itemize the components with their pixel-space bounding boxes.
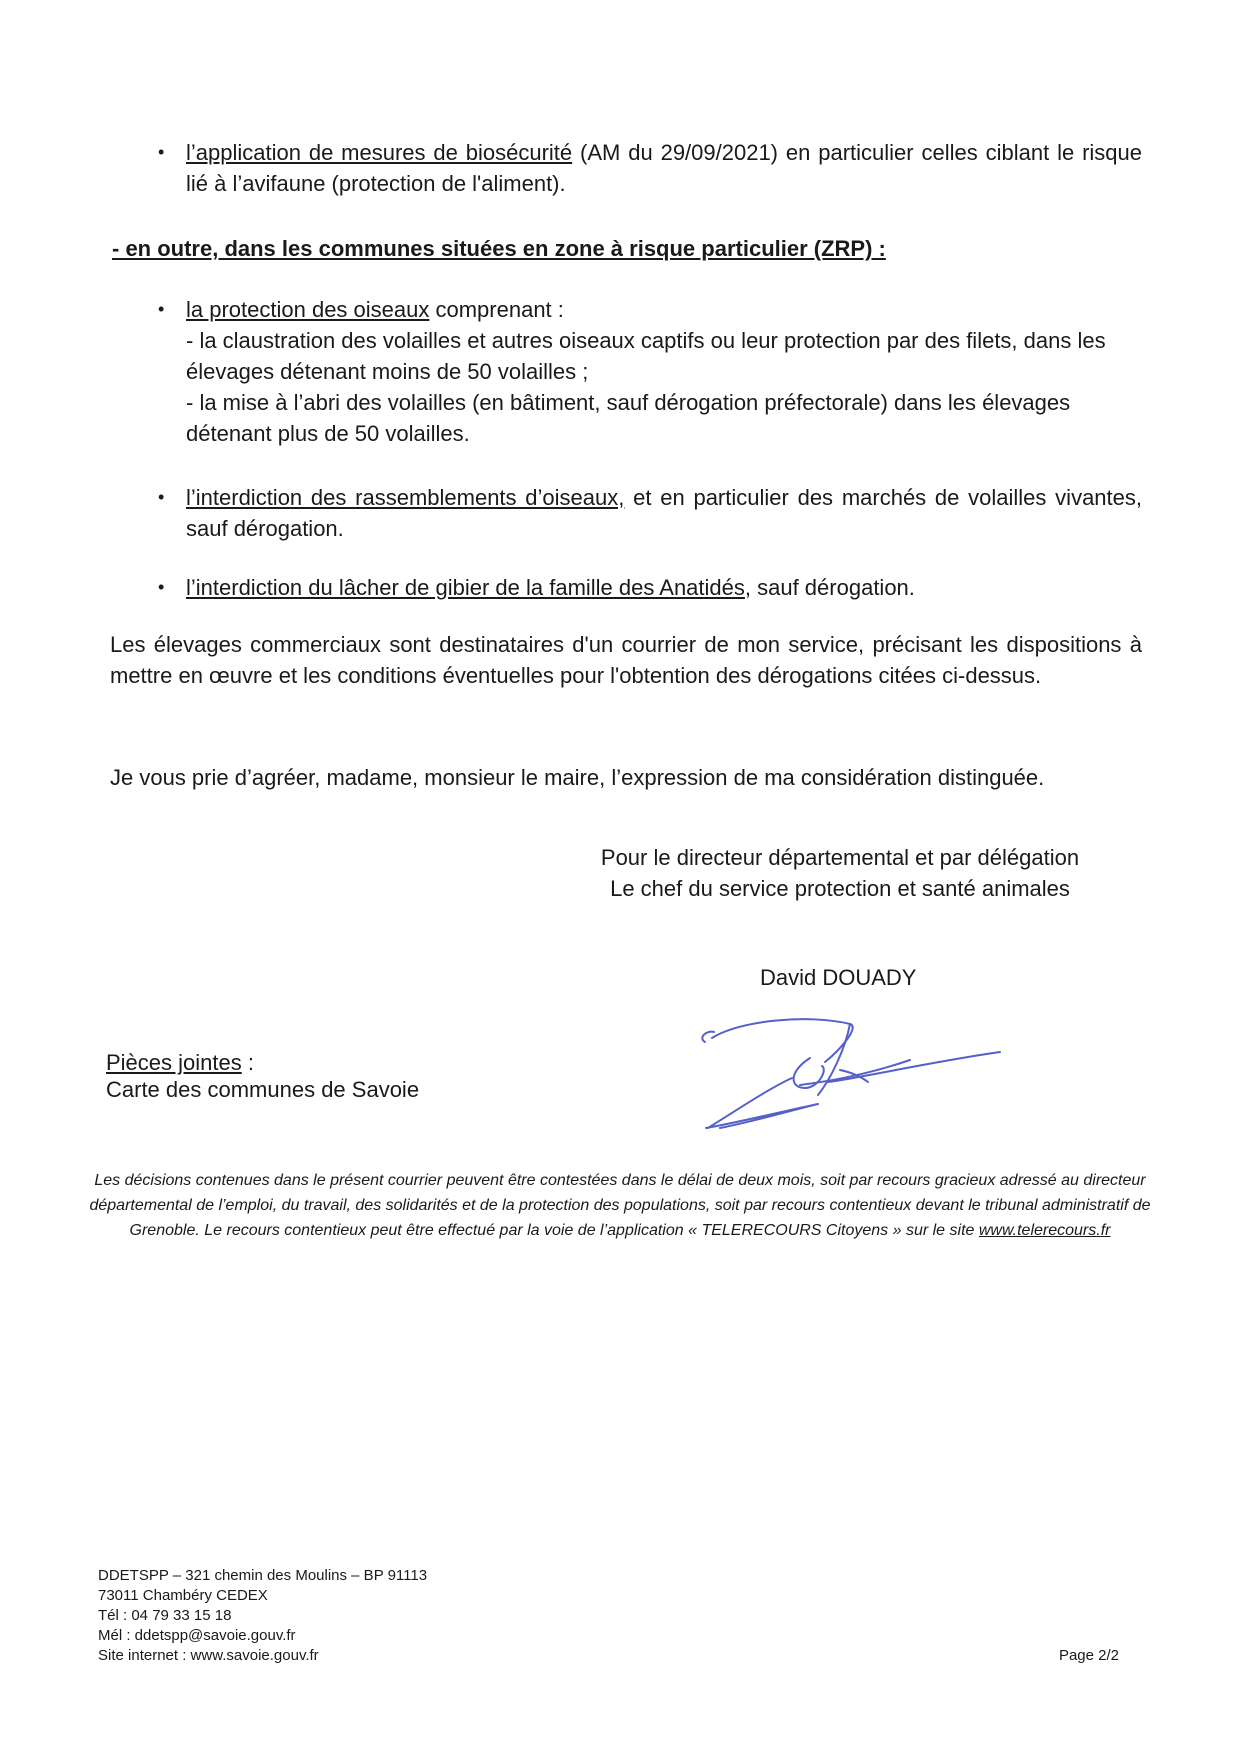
commercial-paragraph: Les élevages commerciaux sont destinataires d'un courrier de mon service, précisant les dispositions à mettre en œuvre et les conditions éventuelles pour l'obtention des dérogations citées ci-dessus. bbox=[110, 632, 1142, 688]
bullet-protection bbox=[186, 294, 1142, 325]
protection-line-2: - la mise à l’abri des volailles (en bâtiment, sauf dérogation préfectorale) dans les élevages détenant plus de 50 volailles. bbox=[186, 390, 1071, 446]
legal-note-text: Les décisions contenues dans le présent courrier peuvent être contestées dans le délai de deux mois, soit par recours gracieux adressé au directeur départemental de l’emploi, du travail, des solidarités et de la protection des populations, soit par recours contentieux devant le tribunal administratif de Grenoble. Le recours contentieux peut être effectué par la voie de l’application « TELERECOURS Citoyens » sur le site bbox=[89, 1172, 1151, 1239]
bullet-dot: • bbox=[158, 577, 165, 597]
bullet-biosecurity-text: (AM du 29/09/2021) en particulier celles ciblant le risque lié à l’avifaune (protection de l'aliment). bbox=[186, 140, 1142, 196]
footer-website: Site internet : www.savoie.gouv.fr bbox=[98, 1647, 319, 1664]
bullet-gatherings-text: et en particulier des marchés de volailles vivantes, sauf dérogation. bbox=[186, 485, 1142, 541]
attachment-item: Carte des communes de Savoie bbox=[106, 1077, 420, 1102]
protection-line-1: - la claustration des volailles et autres oiseaux captifs ou leur protection par des filets, dans les élevages détenant moins de 50 volailles ; bbox=[186, 328, 1106, 384]
telerecours-link[interactable]: www.telerecours.fr bbox=[978, 1222, 1111, 1239]
bullet-biosecurity-underlined: l’application de mesures de biosécurité bbox=[186, 140, 573, 165]
bullet-game-release bbox=[186, 572, 1142, 603]
footer-address: DDETSPP – 321 chemin des Moulins – BP 91113 bbox=[98, 1567, 428, 1584]
bullet-biosecurity bbox=[186, 137, 1142, 199]
bullet-gatherings-underlined: l’interdiction des rassemblements d’oiseaux, bbox=[186, 485, 625, 510]
zrp-heading: - en outre, dans les communes situées en zone à risque particulier (ZRP) : bbox=[112, 236, 886, 261]
attachments-label-colon: : bbox=[241, 1050, 254, 1075]
footer-city: 73011 Chambéry CEDEX bbox=[98, 1587, 268, 1604]
bullet-game-release-underlined: l’interdiction du lâcher de gibier de la famille des Anatidés bbox=[186, 575, 745, 600]
bullet-dot: • bbox=[158, 487, 165, 507]
closing-formula: Je vous prie d’agréer, madame, monsieur le maire, l’expression de ma considération distinguée. bbox=[110, 765, 1045, 790]
bullet-gatherings bbox=[186, 482, 1142, 544]
handwritten-signature bbox=[700, 1010, 1020, 1140]
signatory-name: David DOUADY bbox=[760, 965, 917, 990]
bullet-protection-underlined: la protection des oiseaux bbox=[186, 297, 430, 322]
signature-line-1: Pour le directeur départemental et par délégation bbox=[600, 845, 1080, 870]
page-number: Page 2/2 bbox=[1058, 1647, 1119, 1664]
footer-contact bbox=[98, 1566, 427, 1666]
signature-line-2: Le chef du service protection et santé animales bbox=[610, 876, 1070, 901]
bullet-dot: • bbox=[158, 142, 165, 162]
bullet-protection-text: comprenant : bbox=[429, 297, 564, 322]
legal-note bbox=[80, 1168, 1160, 1243]
bullet-dot: • bbox=[158, 299, 165, 319]
footer-email: Mél : ddetspp@savoie.gouv.fr bbox=[98, 1627, 296, 1644]
attachments-label-text: Pièces jointes bbox=[106, 1050, 242, 1075]
footer-phone: Tél : 04 79 33 15 18 bbox=[98, 1607, 232, 1624]
bullet-game-release-text: , sauf dérogation. bbox=[744, 575, 915, 600]
